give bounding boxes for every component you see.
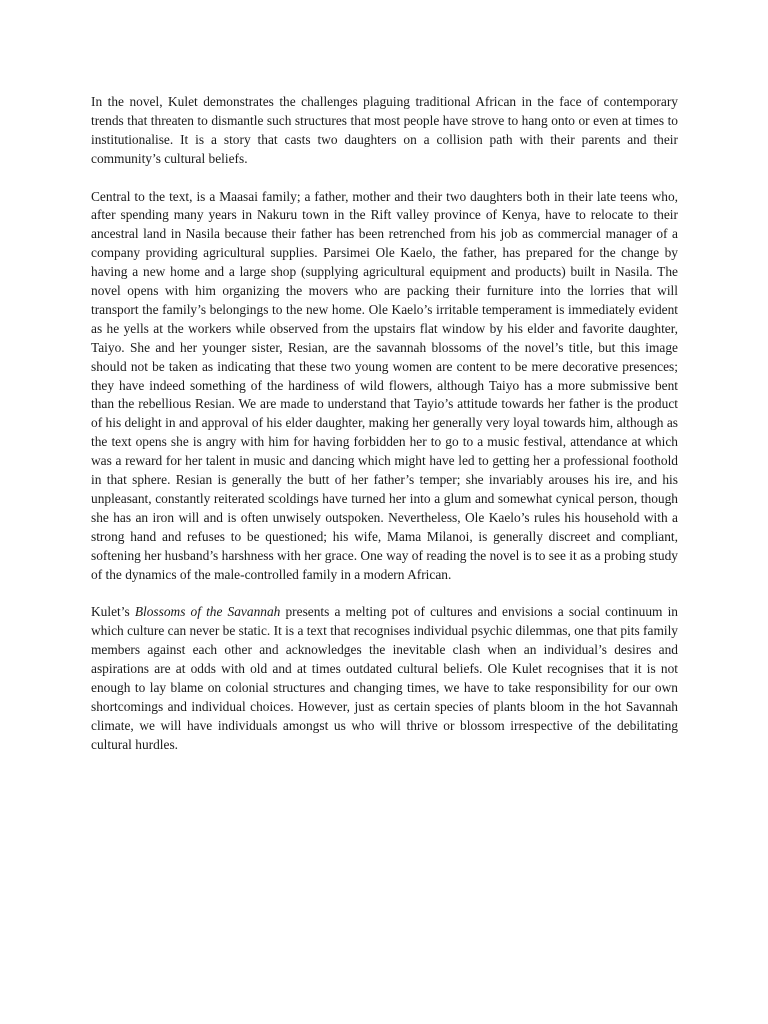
paragraph-conclusion-body: presents a melting pot of cultures and envisions a social continuum in which culture can never be static. It is a text that recognises individual psychic dilemmas, one that pits family members against each other and acknowledges the inevitable clash when an individual’s desires and aspirations are at odds with old and at times outdated cultural beliefs. Ole Kulet recognises that it is not enough to lay blame on colonial structures and changing times, we have to take responsibility for our own shortcomings and individual choices. However, just as certain species of plants bloom in the hot Savannah climate, we will have individuals amongst us who will thrive or blossom irrespective of the debilitating cultural hurdles. — [91, 604, 678, 752]
paragraph-intro: In the novel, Kulet demonstrates the challenges plaguing traditional African in the face of contemporary trends that threaten to dismantle such structures that most people have strove to hang onto or even at times to institutionalise. It is a story that casts two daughters on a collision path with their parents and their community’s cultural beliefs. — [91, 94, 678, 166]
paragraph-family: Central to the text, is a Maasai family; a father, mother and their two daughters both in their late teens who, after spending many years in Nakuru town in the Rift valley province of Kenya, have to relocate to their ancestral land in Nasila because their father has been retrenched from his job as commercial manager of a company providing agricultural supplies. Parsimei Ole Kaelo, the father, has prepared for the change by having a new home and a large shop (supplying agricultural equipment and products) built in Nasila. The novel opens with him organizing the movers who are packing their furniture into the lorries that will transport the family’s belongings to the new home. Ole Kaelo’s irritable temperament is immediately evident as he yells at the workers while observed from the upstairs flat window by his elder and favorite daughter, Taiyo. She and her younger sister, Resian, are the savannah blossoms of the novel’s title, but this image should not be taken as indicating that these two young women are content to be mere decorative presences; they have indeed something of the hardiness of wild flowers, although Taiyo has a more submissive bent than the rebellious Resian. We are made to understand that Tayio’s attitude towards her father is the product of his delight in and approval of his elder daughter, making her generally very loyal towards him, although as the text opens she is angry with him for having forbidden her to go to a music festival, attendance at which was a reward for her talent in music and dancing which might have led to getting her a professional foothold in that sphere. Resian is generally the butt of her father’s temper; she invariably arouses his ire, and his unpleasant, constantly reiterated scoldings have turned her into a glum and somewhat cynical person, though she has an iron will and is often unwisely outspoken. Nevertheless, Ole Kaelo’s rules his household with a strong hand and refuses to be questioned; his wife, Mama Milanoi, is generally discreet and compliant, softening her husband’s harshness with her grace. One way of reading the novel is to see it as a probing study of the dynamics of the male-controlled family in a modern African. — [91, 188, 678, 582]
paragraph-conclusion — [91, 603, 678, 754]
document-page — [91, 93, 678, 755]
paragraph-conclusion-prefix: Kulet’s — [91, 604, 135, 620]
book-title: Blossoms of the Savannah — [134, 604, 281, 620]
